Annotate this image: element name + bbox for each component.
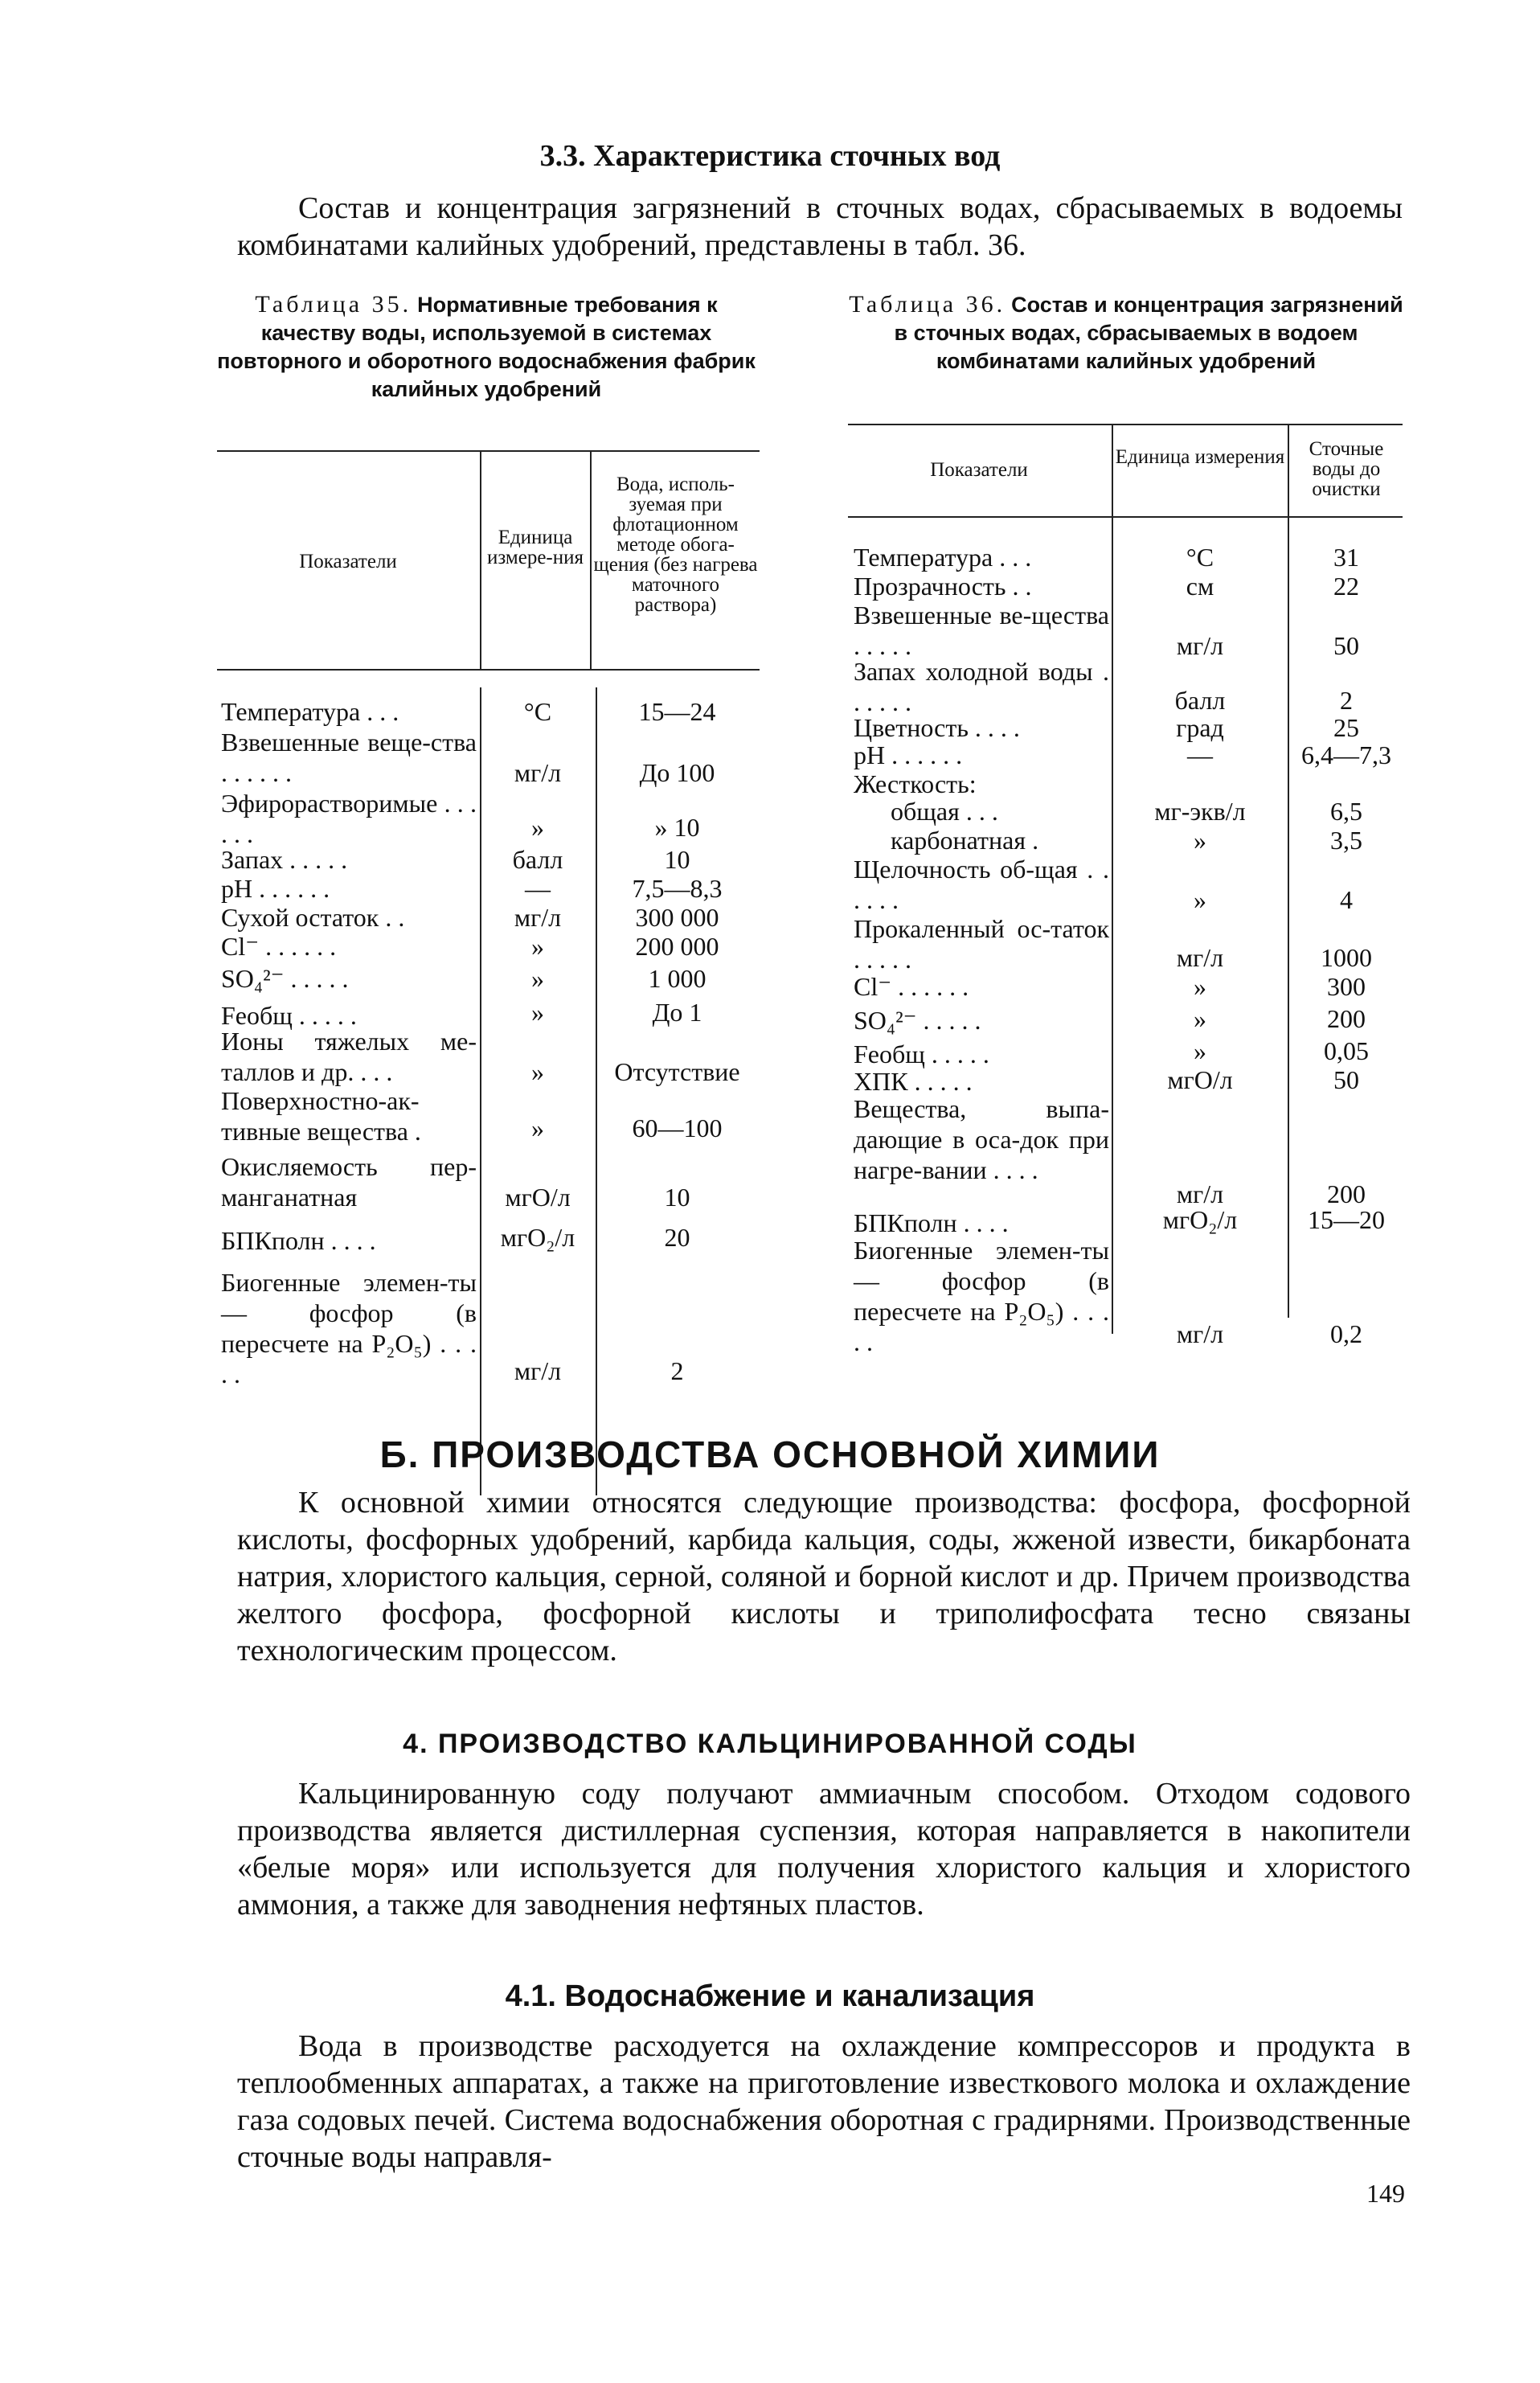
table-cell: мг/л	[1176, 1179, 1224, 1208]
table-cell: »	[531, 1114, 544, 1142]
table-cell: Сухой остаток . .	[221, 903, 405, 932]
table-cell: мгО/л	[1167, 1065, 1233, 1094]
table-cell: Окисляемость пер-манганатная	[221, 1152, 477, 1212]
table-cell: 7,5—8,3	[632, 874, 723, 903]
table36-col-divider-2	[1288, 425, 1289, 1318]
table36-top-rule	[848, 424, 1403, 425]
table-cell: —	[1187, 740, 1213, 769]
table35-caption-text: Нормативные требования к качеству воды, используемой в системах повторного и оборотного водоснабжения фабрик калийных удобрений	[217, 293, 756, 401]
table-cell: 25	[1333, 713, 1359, 742]
section-title-4-1: 4.1. Водоснабжение и канализация	[505, 1979, 1035, 2013]
table-cell: 200	[1327, 1179, 1366, 1208]
table-cell: Жесткость:	[854, 769, 977, 798]
table-cell: Feобщ . . . . .	[221, 1001, 357, 1030]
table-cell: pH . . . . . .	[221, 874, 330, 903]
table-cell: 4	[1340, 885, 1353, 914]
table35-col-divider-1	[480, 687, 481, 1495]
table-cell: см	[1186, 572, 1214, 601]
table-cell: 10	[664, 845, 690, 874]
table-cell: 60—100	[632, 1114, 723, 1142]
table-cell: Взвешенные ве-щества . . . . .	[854, 601, 1109, 660]
table-cell: »	[531, 813, 544, 842]
table35-header-indicator: Показатели	[299, 551, 397, 572]
table-cell: SO₄²⁻ . . . . .	[854, 1006, 981, 1035]
table-cell: 3,5	[1330, 826, 1362, 855]
table-cell: Прокаленный ос-таток . . . . .	[854, 914, 1109, 974]
table-cell: мгО/л	[505, 1183, 571, 1212]
section-b-paragraph: К основной химии относятся следующие производства: фосфора, фосфорной кислоты, фосфорных удобрений, карбида кальция, соды, жженой извести, бикарбоната натрия, хлористого кальция, серной, соляной и борной кислот и др. Причем производства желтого фосфора, фосфорной кислоты и триполифосфата тесно связаны технологическим процессом.	[237, 1486, 1411, 1667]
table35-top-rule	[217, 450, 760, 452]
table-cell: 50	[1333, 1065, 1359, 1094]
table-cell: 10	[664, 1183, 690, 1212]
section-title-4: 4. ПРОИЗВОДСТВО КАЛЬЦИНИРОВАННОЙ СОДЫ	[403, 1729, 1137, 1759]
table-cell: Температура . . .	[854, 543, 1032, 572]
table-cell: »	[1194, 885, 1206, 914]
table-cell: 1000	[1321, 943, 1372, 972]
table-cell: Запах холодной воды . . . . . .	[854, 657, 1109, 716]
section-4-1-paragraph: Вода в производстве расходуется на охлаждение компрессоров и продукта в теплообменных аппаратах, а также на приготовление известкового молока и охлаждение газа содовых печей. Система водоснабжения оборотная с градирнями. Производственные сточные воды направля-	[237, 2029, 1411, 2174]
table35-header-value: Вода, исполь-зуемая при флотационном методе обога-щения (без нагрева маточного раствора)	[593, 474, 758, 616]
table-cell: мг/л	[1176, 943, 1224, 972]
table-cell: мгО₂/л	[1162, 1205, 1238, 1234]
table-cell: »	[1194, 1004, 1206, 1033]
table-cell: °С	[523, 697, 552, 726]
table-cell: Цветность . . . .	[854, 713, 1020, 742]
table-cell: Feобщ . . . . .	[854, 1040, 989, 1068]
table36-header-rule	[848, 516, 1403, 518]
table-cell: мг/л	[514, 903, 562, 932]
table35-col-divider-1h	[480, 452, 481, 669]
table-cell: 31	[1333, 543, 1359, 572]
table35-col-divider-2h	[590, 452, 592, 669]
table36-header-value: Сточные воды до очистки	[1309, 438, 1384, 500]
table36-header-unit: Единица измерения	[1115, 446, 1285, 468]
table-cell: Cl⁻ . . . . . .	[221, 932, 337, 961]
table-cell: Взвешенные веще-ства . . . . . .	[221, 728, 477, 787]
table-cell: pH . . . . . .	[854, 740, 963, 769]
table-cell: Эфирорастворимые . . . . . .	[221, 789, 477, 848]
table-cell: 15—24	[638, 697, 716, 726]
table-cell: »	[1194, 1036, 1206, 1065]
section-3-3-paragraph: Состав и концентрация загрязнений в сточных водах, сбрасываемых в водоемы комбинатами калийных удобрений, представлены в табл. 36.	[237, 191, 1403, 262]
table-cell: SO₄²⁻ . . . . .	[221, 964, 349, 993]
table-cell: 50	[1333, 631, 1359, 660]
table35-col-divider-2	[596, 687, 597, 1495]
table-cell: 200 000	[635, 932, 719, 961]
table35-caption	[213, 291, 760, 404]
table-cell: мг/л	[514, 1356, 562, 1385]
table-cell: °С	[1186, 543, 1214, 572]
table36-caption-text: Состав и концентрация загрязнений в сточных водах, сбрасываемых в водоем комбинатами калийных удобрений	[894, 293, 1403, 373]
table-cell: ХПК . . . . .	[854, 1067, 973, 1096]
table-cell: карбонатная .	[891, 826, 1039, 855]
table-cell: Биогенные элемен-ты — фосфор (в пересчете на P₂O₅) . . . . .	[221, 1268, 477, 1388]
table-cell: 200	[1327, 1004, 1366, 1033]
table-cell: 300	[1327, 972, 1366, 1001]
table-cell: Прозрачность . .	[854, 572, 1032, 601]
table-cell: 20	[664, 1223, 690, 1252]
table35-header-rule	[217, 669, 760, 671]
table36-label: Таблица 36.	[849, 291, 1006, 318]
table36-caption	[846, 291, 1407, 375]
table-cell: 15—20	[1308, 1205, 1385, 1234]
table-cell: 6,5	[1330, 797, 1362, 826]
table-cell: мг/л	[1176, 1319, 1224, 1348]
table-cell: Вещества, выпа-дающие в оса-док при нагре-вании . . . .	[854, 1094, 1109, 1184]
table-cell: 2	[670, 1356, 684, 1385]
table-cell: Отсутствие	[614, 1057, 740, 1086]
table-cell: балл	[1174, 686, 1226, 715]
table-cell: » 10	[654, 813, 700, 842]
table35-header-unit: Единица измере-ния	[487, 527, 584, 568]
table-cell: До 1	[652, 998, 702, 1027]
table-cell: »	[531, 964, 544, 993]
section-title-b: Б. ПРОИЗВОДСТВА ОСНОВНОЙ ХИМИИ	[379, 1433, 1161, 1475]
table-cell: »	[531, 1057, 544, 1086]
table35-label: Таблица 35.	[255, 291, 412, 318]
table-cell: »	[1194, 972, 1206, 1001]
table-cell: Cl⁻ . . . . . .	[854, 972, 969, 1001]
table-cell: Поверхностно-ак-тивные вещества .	[221, 1086, 421, 1146]
table-cell: град	[1176, 713, 1224, 742]
section-title-3-3: 3.3. Характеристика сточных вод	[539, 139, 1001, 173]
table-cell: 0,05	[1324, 1036, 1369, 1065]
table-cell: общая . . .	[891, 797, 998, 826]
table-cell: мг-экв/л	[1154, 797, 1246, 826]
table-cell: »	[1194, 826, 1206, 855]
table-cell: »	[531, 932, 544, 961]
table-cell: Биогенные элемен-ты — фосфор (в пересчете на P₂O₅) . . . . .	[854, 1236, 1109, 1356]
table-cell: балл	[512, 845, 563, 874]
table-cell: мг/л	[514, 758, 562, 787]
table-cell: мгО₂/л	[500, 1223, 575, 1252]
table-cell: мг/л	[1176, 631, 1224, 660]
table-cell: Запах . . . . .	[221, 845, 348, 874]
table-cell: 6,4—7,3	[1301, 740, 1391, 769]
table-cell: БПКполн . . . .	[854, 1208, 1009, 1237]
table-cell: 0,2	[1330, 1319, 1362, 1348]
table36-col-divider-1	[1112, 425, 1113, 1334]
table-cell: 1 000	[648, 964, 707, 993]
table-cell: 22	[1333, 572, 1359, 601]
table-cell: БПКполн . . . .	[221, 1226, 376, 1255]
table36-header-indicator: Показатели	[930, 459, 1028, 481]
table-cell: Ионы тяжелых ме-таллов и др. . . .	[221, 1027, 477, 1086]
table-cell: Температура . . .	[221, 697, 399, 726]
page-number: 149	[1366, 2179, 1405, 2208]
table-cell: До 100	[639, 758, 715, 787]
table-cell: 300 000	[635, 903, 719, 932]
section-4-paragraph: Кальцинированную соду получают аммиачным способом. Отходом содового производства является дистиллерная суспензия, которая направляется в накопители «белые моря» или используется для получения хлористого кальция и хлористого аммония, а также для заводнения нефтяных пластов.	[237, 1777, 1411, 1922]
table-cell: 2	[1340, 686, 1353, 715]
table-cell: —	[525, 874, 551, 903]
table-cell: Щелочность об-щая . . . . . .	[854, 855, 1109, 914]
table-cell: »	[531, 998, 544, 1027]
